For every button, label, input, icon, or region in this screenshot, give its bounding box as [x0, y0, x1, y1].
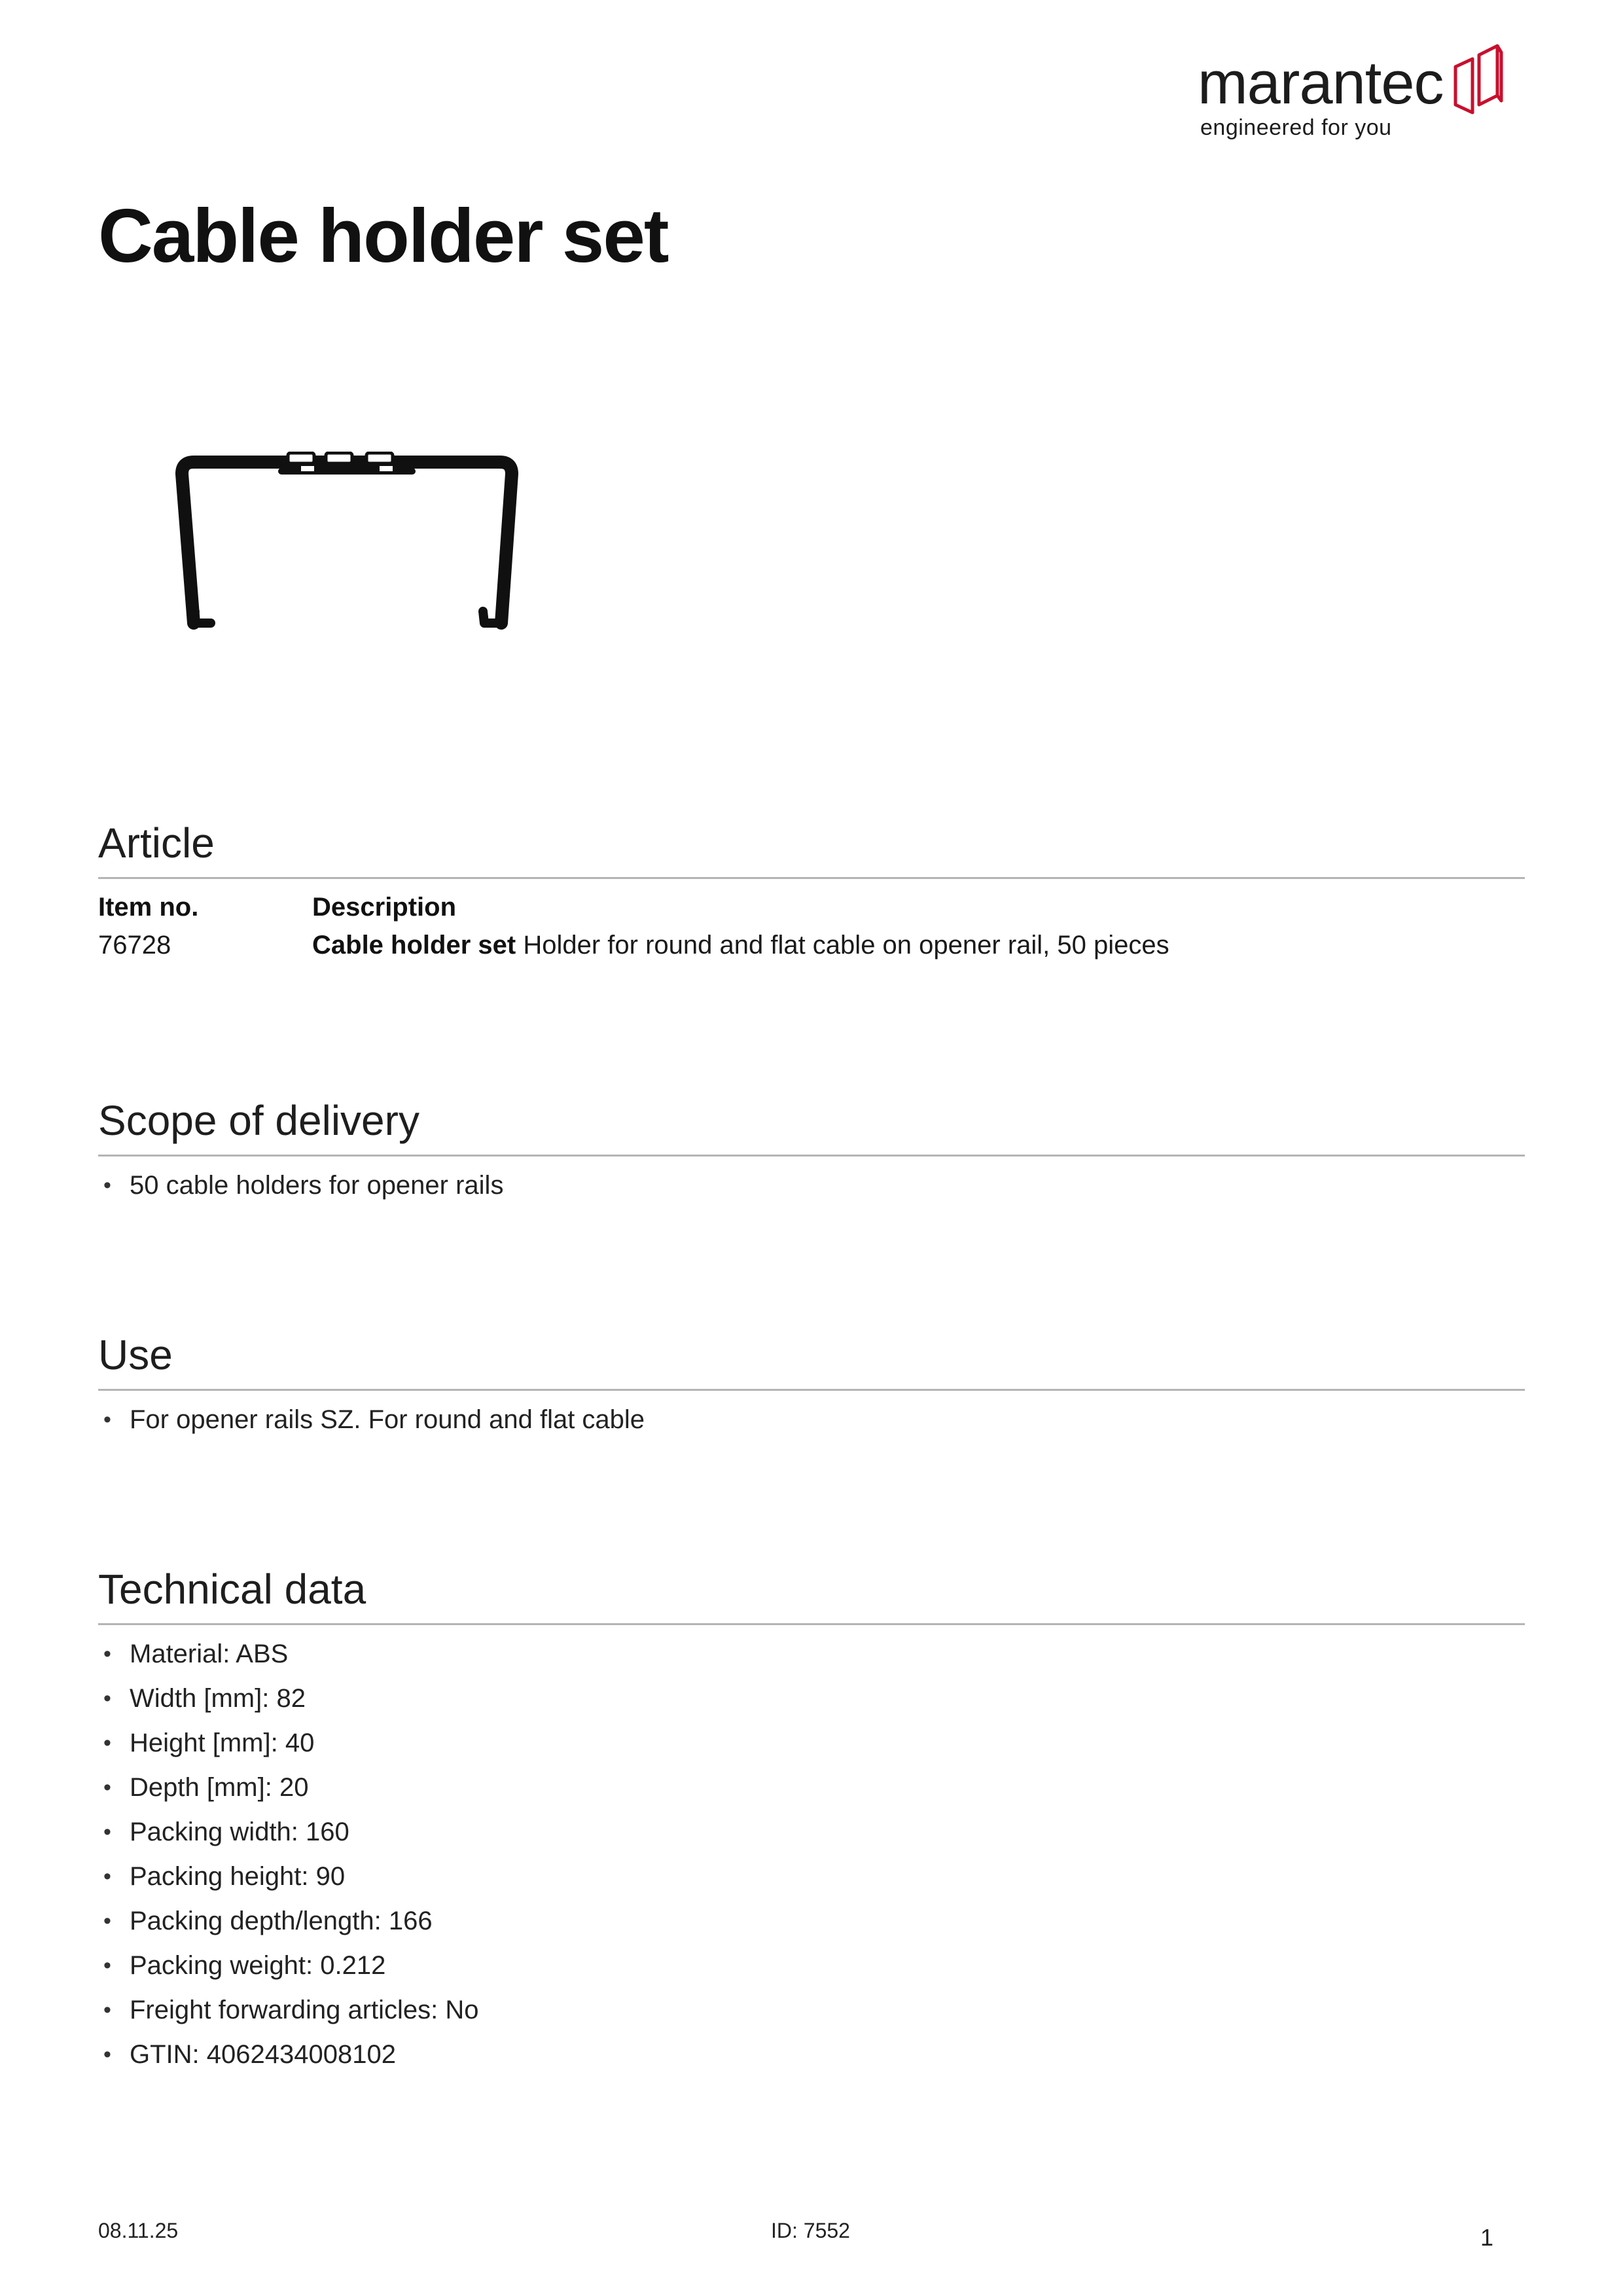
scope-heading: Scope of delivery — [98, 1094, 1525, 1157]
article-section — [98, 817, 1525, 964]
technical-section — [98, 1563, 1525, 2077]
list-item: • Packing width: 160 — [98, 1810, 1525, 1854]
description-header: Description — [312, 893, 457, 922]
scope-section — [98, 1094, 1525, 1208]
list-item: • Width [mm]: 82 — [98, 1676, 1525, 1721]
page-number: 1 — [1480, 2224, 1494, 2251]
page-title: Cable holder set — [98, 193, 668, 278]
article-header-row — [98, 888, 1525, 926]
list-item: • Material: ABS — [98, 1632, 1525, 1676]
list-item: • Packing weight: 0.212 — [98, 1943, 1525, 1988]
list-item: • Depth [mm]: 20 — [98, 1765, 1525, 1810]
item-no-value: 76728 — [98, 931, 171, 960]
item-no-header: Item no. — [98, 893, 199, 922]
article-table — [98, 888, 1525, 964]
list-item: • GTIN: 4062434008102 — [98, 2032, 1525, 2077]
use-heading: Use — [98, 1329, 1525, 1391]
logo-wordmark: marantec — [1198, 50, 1444, 117]
technical-heading: Technical data — [98, 1563, 1525, 1625]
article-heading: Article — [98, 817, 1525, 879]
technical-list — [98, 1632, 1525, 2077]
cable-holder-image — [170, 452, 524, 635]
footer-id: ID: 7552 — [771, 2219, 850, 2242]
marantec-logo-icon — [1452, 42, 1505, 115]
list-item: • Height [mm]: 40 — [98, 1721, 1525, 1765]
list-item: • Packing depth/length: 166 — [98, 1899, 1525, 1943]
list-item: • Packing height: 90 — [98, 1854, 1525, 1899]
brand-logo — [1198, 42, 1505, 147]
use-section — [98, 1329, 1525, 1442]
description-name: Cable holder set — [312, 931, 516, 960]
list-item: • For opener rails SZ. For round and flat cable — [98, 1397, 1525, 1442]
description-value — [312, 926, 1525, 964]
use-list — [98, 1397, 1525, 1442]
article-data-row — [98, 926, 1525, 964]
scope-list — [98, 1163, 1525, 1208]
list-item: • 50 cable holders for opener rails — [98, 1163, 1525, 1208]
description-text: Holder for round and flat cable on opener rail, 50 pieces — [523, 931, 1169, 960]
list-item: • Freight forwarding articles: No — [98, 1988, 1525, 2032]
footer-date: 08.11.25 — [98, 2219, 179, 2242]
logo-tagline: engineered for you — [1200, 115, 1392, 140]
